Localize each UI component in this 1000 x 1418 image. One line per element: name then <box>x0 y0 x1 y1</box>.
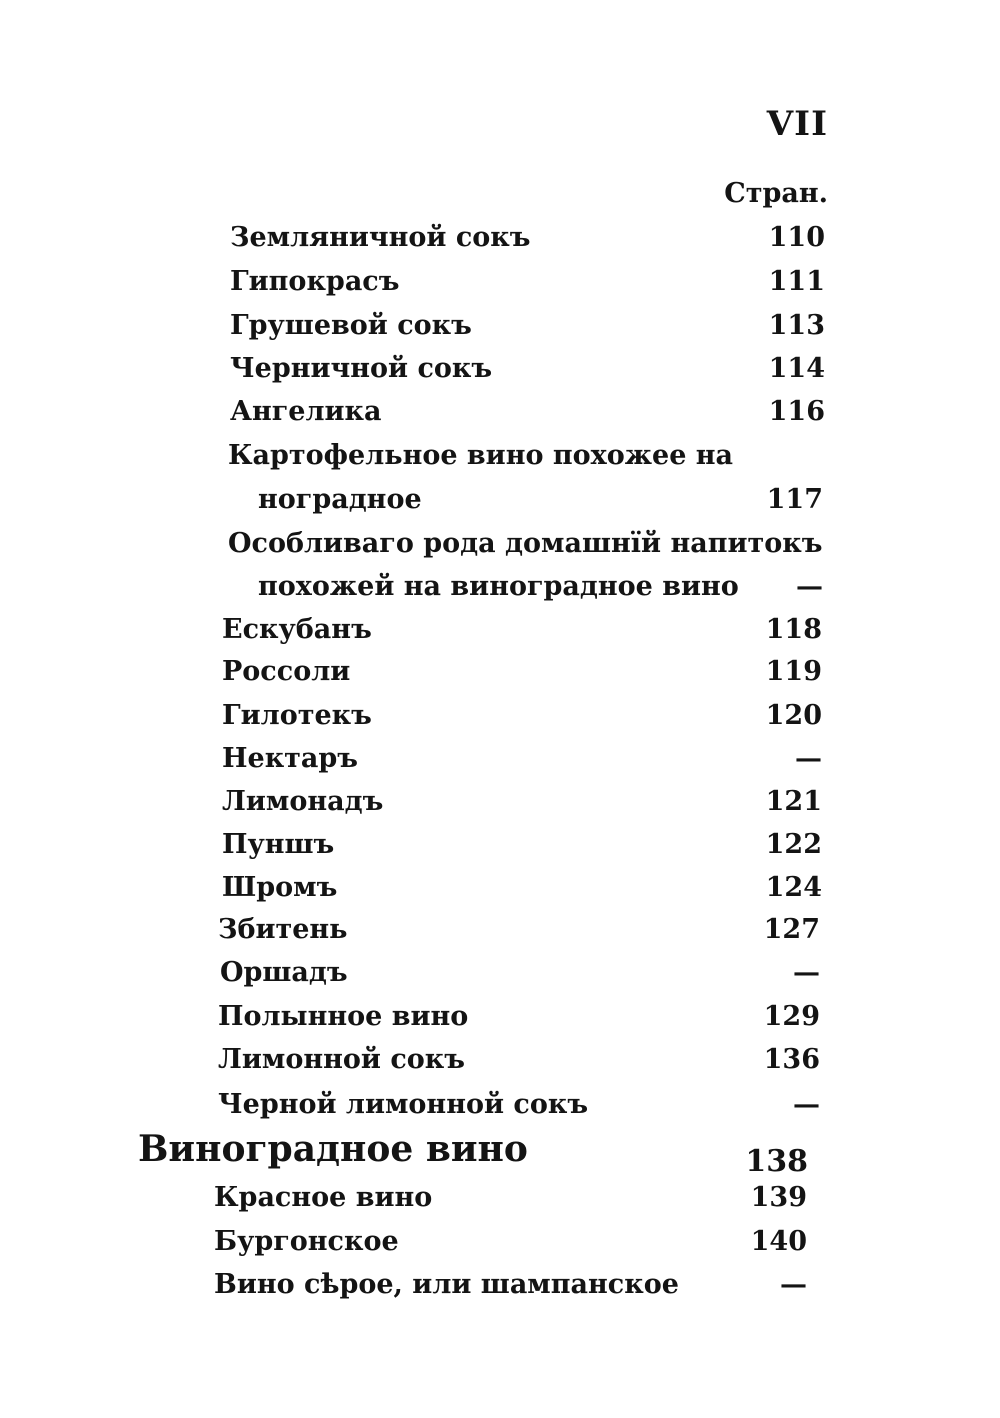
entry-title: Ангелика <box>230 396 382 427</box>
entry-title: Ескубанъ <box>222 614 372 645</box>
entry-title: Черной лимонной сокъ <box>218 1089 589 1120</box>
entry-page: — <box>793 1089 820 1120</box>
entry-title: похожей на виноградное вино <box>258 571 739 602</box>
entry-page: 110 <box>768 222 825 253</box>
entry-page: 139 <box>750 1182 807 1213</box>
entry-page: 119 <box>765 656 822 687</box>
entry-page: 127 <box>763 914 820 945</box>
entry-page: — <box>795 743 822 774</box>
entry-page: 111 <box>768 266 825 297</box>
entry-page: 118 <box>765 614 822 645</box>
entry-title: Гипокрасъ <box>230 266 400 297</box>
entry-page: 138 <box>745 1144 808 1179</box>
entry-title: Черничной сокъ <box>230 353 493 384</box>
entry-title: Красное вино <box>214 1182 433 1213</box>
entry-title: Полынное вино <box>218 1001 469 1032</box>
entry-page: 129 <box>763 1001 820 1032</box>
entry-title: Особливаго рода домашнїй напитокъ <box>228 528 823 559</box>
entry-title: Вино сѣрое, или шампанское <box>214 1269 679 1300</box>
entry-title: Грушевой сокъ <box>230 310 472 341</box>
entry-title: Бургонское <box>214 1226 399 1257</box>
entry-page: 136 <box>763 1044 820 1075</box>
entry-page: 113 <box>768 310 825 341</box>
entry-title: ноградное <box>258 484 422 515</box>
entry-page: 121 <box>765 786 822 817</box>
entry-page: 114 <box>768 353 825 384</box>
entry-page: 122 <box>765 829 822 860</box>
entry-page: — <box>780 1269 807 1300</box>
entry-title: Оршадъ <box>220 957 348 988</box>
entry-page: — <box>793 957 820 988</box>
section-title: Виноградное вино <box>138 1128 528 1170</box>
entry-title: Земляничной сокъ <box>230 222 531 253</box>
entry-page: 120 <box>765 700 822 731</box>
entry-page: 117 <box>766 484 823 515</box>
entry-title: Лимонадъ <box>222 786 384 817</box>
entry-title: Россоли <box>222 656 351 687</box>
entry-page: 124 <box>765 872 822 903</box>
entry-title: Лимонной сокъ <box>218 1044 465 1075</box>
entry-page: 140 <box>750 1226 807 1257</box>
entry-title: Збитень <box>218 914 348 945</box>
entry-title: Пуншъ <box>222 829 335 860</box>
entry-page: 116 <box>768 396 825 427</box>
entry-page: — <box>796 571 823 602</box>
entry-title: Нектаръ <box>222 743 359 774</box>
entry-title: Шромъ <box>222 872 338 903</box>
page-number: VII <box>766 104 828 144</box>
entry-title: Гилотекъ <box>222 700 372 731</box>
entry-title: Картофельное вино похожее на <box>228 440 734 471</box>
column-header-pages: Стран. <box>724 178 828 209</box>
